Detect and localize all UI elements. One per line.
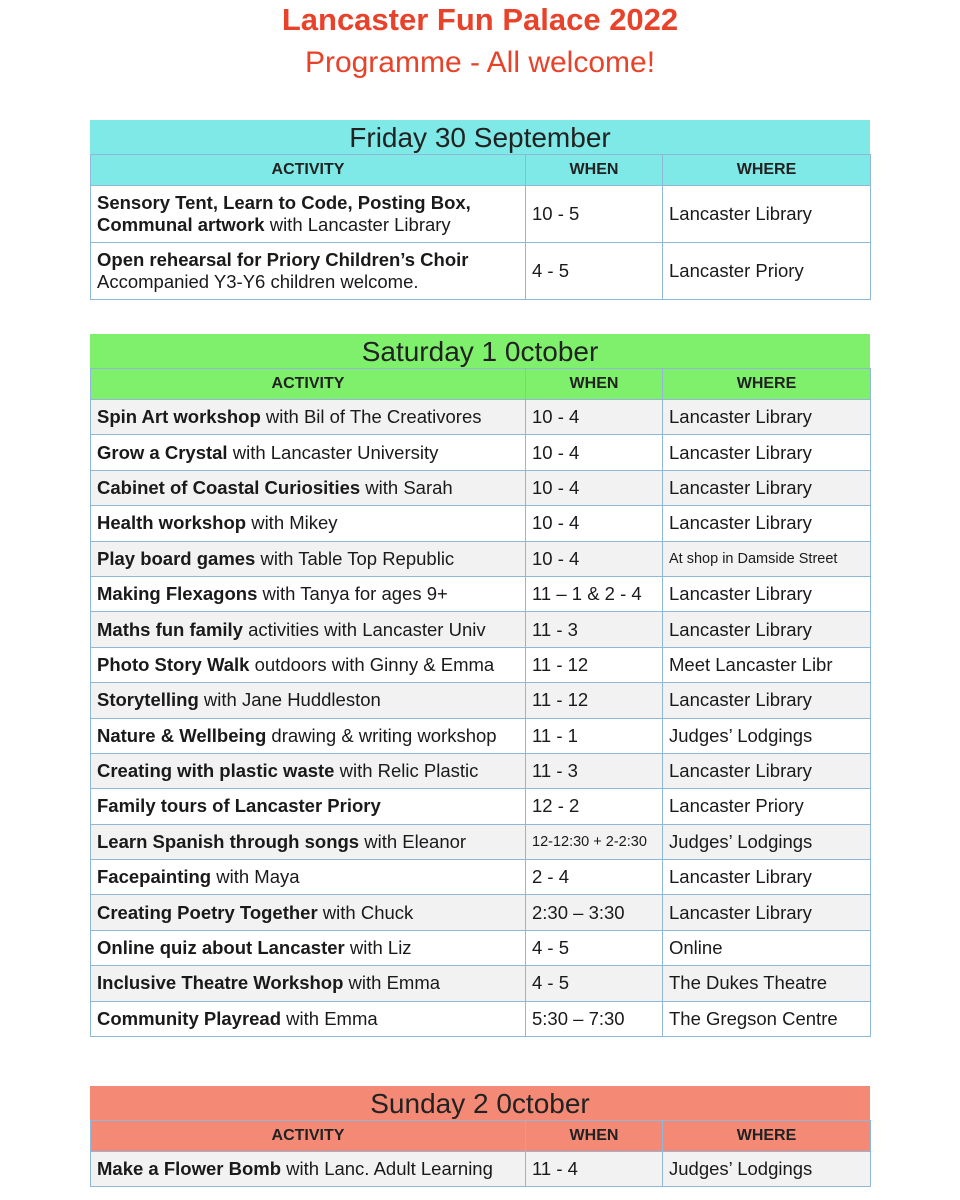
activity-details: with Emma xyxy=(281,1007,378,1029)
column-header-where: WHERE xyxy=(663,155,871,186)
table-row xyxy=(91,612,871,647)
table-row xyxy=(91,718,871,753)
table-row xyxy=(91,930,871,965)
activity-cell xyxy=(91,895,526,930)
when-cell: 11 - 12 xyxy=(526,647,663,682)
where-cell: Lancaster Library xyxy=(663,860,871,895)
activity-cell xyxy=(91,824,526,859)
activity-cell xyxy=(91,576,526,611)
column-header-activity: ACTIVITY xyxy=(91,155,526,186)
table-row xyxy=(91,186,871,243)
day-heading: Saturday 1 0ctober xyxy=(90,334,870,368)
activity-title: Online quiz about Lancaster xyxy=(97,937,345,959)
activity-title: Make a Flower Bomb xyxy=(97,1158,282,1180)
activity-details: with Maya xyxy=(211,866,300,888)
page-subtitle: Programme - All welcome! xyxy=(304,46,656,79)
column-header-activity: ACTIVITY xyxy=(91,1121,526,1152)
saturday-section xyxy=(90,334,870,1037)
when-cell: 11 - 4 xyxy=(526,1152,663,1187)
activity-details: with Lancaster Library xyxy=(264,214,451,235)
table-row xyxy=(91,243,871,300)
when-cell: 10 - 4 xyxy=(526,435,663,470)
activity-details: activities with Lancaster Univ xyxy=(242,618,486,640)
activity-details: with Bil of The Creativores xyxy=(260,406,482,428)
activity-title: Nature & Wellbeing xyxy=(97,724,267,746)
where-cell: Lancaster Library xyxy=(663,683,871,718)
table-row xyxy=(91,753,871,788)
activity-cell xyxy=(91,1152,526,1187)
where-cell: Lancaster Library xyxy=(663,470,871,505)
when-cell: 2:30 – 3:30 xyxy=(526,895,663,930)
activity-title: Cabinet of Coastal Curiosities xyxy=(97,476,361,498)
when-cell: 2 - 4 xyxy=(526,860,663,895)
activity-title: Family tours of Lancaster Priory xyxy=(97,795,381,817)
activity-details: with Sarah xyxy=(360,476,453,498)
where-cell: Lancaster Library xyxy=(663,895,871,930)
activity-title: Open rehearsal for Priory Children’s Choir xyxy=(97,249,469,270)
activity-details: with Liz xyxy=(344,937,412,959)
activity-cell xyxy=(91,789,526,824)
table-row xyxy=(91,683,871,718)
activity-cell xyxy=(91,930,526,965)
activity-title: Grow a Crystal xyxy=(97,441,228,463)
table-row xyxy=(91,966,871,1001)
table-row xyxy=(91,895,871,930)
activity-title: Creating Poetry Together xyxy=(97,901,318,923)
activity-cell xyxy=(91,683,526,718)
column-header-activity: ACTIVITY xyxy=(91,369,526,400)
when-cell: 11 - 3 xyxy=(526,612,663,647)
where-cell: Judges’ Lodgings xyxy=(663,824,871,859)
activity-title: Spin Art workshop xyxy=(97,406,261,428)
activity-details: with Mikey xyxy=(246,512,338,534)
activity-cell xyxy=(91,470,526,505)
where-cell: Online xyxy=(663,930,871,965)
table-row xyxy=(91,541,871,576)
when-cell: 11 - 12 xyxy=(526,683,663,718)
table-row xyxy=(91,435,871,470)
where-cell: Lancaster Library xyxy=(663,506,871,541)
when-cell: 10 - 4 xyxy=(526,506,663,541)
activity-title: Community Playread xyxy=(97,1007,282,1029)
page-title: Lancaster Fun Palace 2022 xyxy=(281,2,679,37)
activity-details: with Chuck xyxy=(317,901,414,923)
where-cell: Judges’ Lodgings xyxy=(663,718,871,753)
table-row xyxy=(91,1152,871,1187)
where-cell: Lancaster Library xyxy=(663,576,871,611)
schedule-table xyxy=(90,154,871,300)
activity-details: with Lancaster University xyxy=(227,441,439,463)
where-cell: Judges’ Lodgings xyxy=(663,1152,871,1187)
where-cell: Lancaster Library xyxy=(663,400,871,435)
activity-cell xyxy=(91,1001,526,1036)
activity-cell xyxy=(91,612,526,647)
where-cell: Lancaster Library xyxy=(663,612,871,647)
activity-details: with Lanc. Adult Learning xyxy=(281,1158,493,1180)
column-header-when: WHEN xyxy=(526,155,663,186)
column-header-where: WHERE xyxy=(663,369,871,400)
when-cell: 12-12:30 + 2-2:30 xyxy=(526,824,663,859)
activity-details: drawing & writing workshop xyxy=(266,724,497,746)
activity-cell xyxy=(91,435,526,470)
activity-title: Play board games xyxy=(97,547,256,569)
when-cell: 5:30 – 7:30 xyxy=(526,1001,663,1036)
when-cell: 4 - 5 xyxy=(526,243,663,300)
column-header-when: WHEN xyxy=(526,369,663,400)
where-cell: Lancaster Library xyxy=(663,435,871,470)
activity-title: Photo Story Walk xyxy=(97,653,250,675)
when-cell: 12 - 2 xyxy=(526,789,663,824)
activity-title: Health workshop xyxy=(97,512,247,534)
activity-cell xyxy=(91,186,526,243)
table-row xyxy=(91,824,871,859)
friday-section xyxy=(90,120,870,300)
when-cell: 11 - 3 xyxy=(526,753,663,788)
activity-title: Learn Spanish through songs xyxy=(97,830,360,852)
table-row xyxy=(91,1001,871,1036)
sunday-section xyxy=(90,1086,870,1187)
where-cell: Lancaster Priory xyxy=(663,243,871,300)
activity-details: with Tanya for ages 9+ xyxy=(257,583,448,605)
when-cell: 11 – 1 & 2 - 4 xyxy=(526,576,663,611)
table-row xyxy=(91,470,871,505)
where-cell: The Dukes Theatre xyxy=(663,966,871,1001)
when-cell: 10 - 4 xyxy=(526,541,663,576)
where-cell: Lancaster Priory xyxy=(663,789,871,824)
table-row xyxy=(91,789,871,824)
table-row xyxy=(91,400,871,435)
schedule-table xyxy=(90,368,871,1037)
activity-cell xyxy=(91,966,526,1001)
when-cell: 10 - 5 xyxy=(526,186,663,243)
activity-details: with Emma xyxy=(343,972,441,994)
activity-details: with Relic Plastic xyxy=(334,760,479,782)
day-heading: Friday 30 September xyxy=(90,120,870,154)
where-cell: At shop in Damside Street xyxy=(663,541,871,576)
where-cell: Lancaster Library xyxy=(663,753,871,788)
column-header-when: WHEN xyxy=(526,1121,663,1152)
when-cell: 10 - 4 xyxy=(526,400,663,435)
activity-cell xyxy=(91,718,526,753)
activity-title: Facepainting xyxy=(97,866,212,888)
activity-details: with Table Top Republic xyxy=(255,547,455,569)
activity-title: Making Flexagons xyxy=(97,583,258,605)
table-row xyxy=(91,860,871,895)
activity-details: Accompanied Y3-Y6 children welcome. xyxy=(97,271,419,292)
day-heading: Sunday 2 0ctober xyxy=(90,1086,870,1120)
activity-details: outdoors with Ginny & Emma xyxy=(249,653,495,675)
activity-cell xyxy=(91,400,526,435)
where-cell: The Gregson Centre xyxy=(663,1001,871,1036)
table-row xyxy=(91,647,871,682)
when-cell: 4 - 5 xyxy=(526,930,663,965)
activity-cell xyxy=(91,647,526,682)
schedule-table xyxy=(90,1120,871,1187)
activity-cell xyxy=(91,860,526,895)
activity-title: Storytelling xyxy=(97,689,199,711)
activity-cell xyxy=(91,506,526,541)
when-cell: 10 - 4 xyxy=(526,470,663,505)
activity-title: Sensory Tent, Learn to Code, Posting Box, Communal artwork xyxy=(97,192,471,235)
activity-details: with Eleanor xyxy=(359,830,467,852)
activity-details: with Jane Huddleston xyxy=(198,689,381,711)
activity-cell xyxy=(91,541,526,576)
activity-title: Creating with plastic waste xyxy=(97,760,335,782)
where-cell: Meet Lancaster Libr xyxy=(663,647,871,682)
activity-cell xyxy=(91,243,526,300)
activity-cell xyxy=(91,753,526,788)
column-header-where: WHERE xyxy=(663,1121,871,1152)
table-row xyxy=(91,506,871,541)
where-cell: Lancaster Library xyxy=(663,186,871,243)
when-cell: 4 - 5 xyxy=(526,966,663,1001)
activity-title: Maths fun family xyxy=(97,618,243,640)
when-cell: 11 - 1 xyxy=(526,718,663,753)
activity-title: Inclusive Theatre Workshop xyxy=(97,972,344,994)
table-row xyxy=(91,576,871,611)
